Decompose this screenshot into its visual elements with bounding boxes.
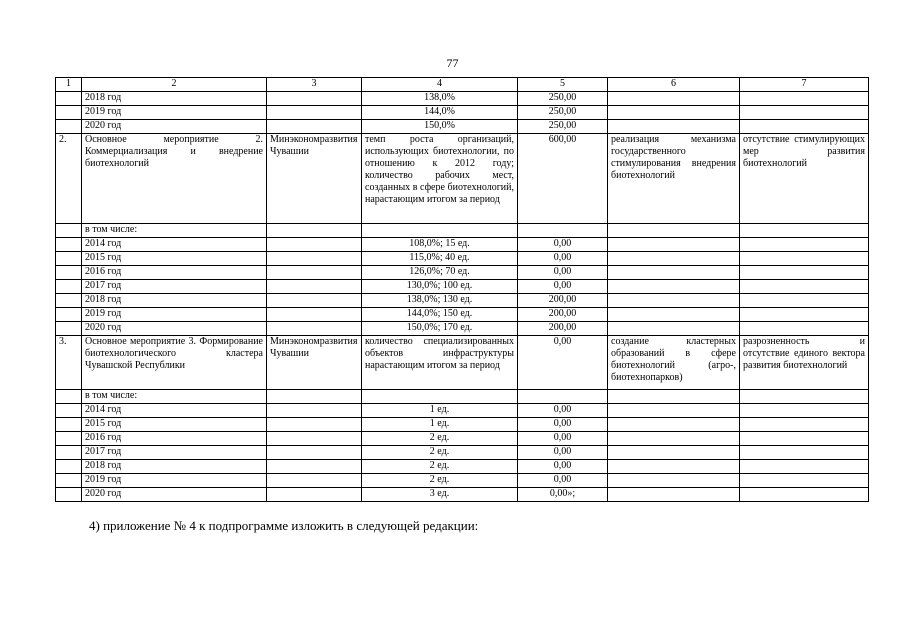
header-cell: 5 <box>518 78 608 92</box>
empty-cell <box>267 488 362 502</box>
empty-cell <box>56 92 82 106</box>
year-value: 0,00 <box>518 446 608 460</box>
empty-cell <box>267 460 362 474</box>
year-row <box>56 446 869 460</box>
year-label: 2018 год <box>82 92 267 106</box>
year-label: 2014 год <box>82 238 267 252</box>
empty-cell <box>608 120 740 134</box>
year-indicator: 150,0%; 170 ед. <box>362 322 518 336</box>
empty-cell <box>56 252 82 266</box>
year-indicator: 130,0%; 100 ед. <box>362 280 518 294</box>
year-label: 2015 год <box>82 418 267 432</box>
year-label: 2017 год <box>82 446 267 460</box>
year-row <box>56 432 869 446</box>
empty-cell <box>608 252 740 266</box>
empty-cell <box>740 474 869 488</box>
measure-number: 2. <box>56 134 82 224</box>
empty-cell <box>362 224 518 238</box>
empty-cell <box>608 106 740 120</box>
empty-cell <box>56 224 82 238</box>
measure-executor: Минэкономразвития Чувашии <box>267 336 362 390</box>
year-row <box>56 460 869 474</box>
empty-cell <box>56 390 82 404</box>
empty-cell <box>740 488 869 502</box>
year-indicator: 1 ед. <box>362 404 518 418</box>
empty-cell <box>740 92 869 106</box>
empty-cell <box>608 418 740 432</box>
empty-cell <box>740 280 869 294</box>
empty-cell <box>56 460 82 474</box>
empty-cell <box>56 446 82 460</box>
year-label: 2017 год <box>82 280 267 294</box>
empty-cell <box>56 432 82 446</box>
empty-cell <box>740 446 869 460</box>
empty-cell <box>267 308 362 322</box>
empty-cell <box>608 322 740 336</box>
empty-cell <box>267 404 362 418</box>
empty-cell <box>740 224 869 238</box>
year-indicator: 144,0% <box>362 106 518 120</box>
measure-risk: разрозненность и отсутствие единого вектора развития биотехнологий <box>740 336 869 390</box>
year-row <box>56 280 869 294</box>
empty-cell <box>608 280 740 294</box>
empty-cell <box>608 488 740 502</box>
empty-cell <box>267 418 362 432</box>
year-label: 2019 год <box>82 106 267 120</box>
empty-cell <box>608 460 740 474</box>
empty-cell <box>267 432 362 446</box>
year-label: 2014 год <box>82 404 267 418</box>
year-value: 200,00 <box>518 294 608 308</box>
header-cell: 2 <box>82 78 267 92</box>
empty-cell <box>608 92 740 106</box>
empty-cell <box>740 460 869 474</box>
empty-cell <box>56 474 82 488</box>
header-cell: 1 <box>56 78 82 92</box>
year-indicator: 115,0%; 40 ед. <box>362 252 518 266</box>
amendment-text: 4) приложение № 4 к подпрограмме изложить в следующей редакции: <box>89 518 479 533</box>
year-value: 200,00 <box>518 322 608 336</box>
empty-cell <box>740 294 869 308</box>
year-indicator: 150,0% <box>362 120 518 134</box>
empty-cell <box>740 266 869 280</box>
measure-name: Основное мероприятие 3. Формирование биотехнологического кластера Чувашской Республики <box>82 336 267 390</box>
year-indicator: 144,0%; 150 ед. <box>362 308 518 322</box>
year-label: 2018 год <box>82 294 267 308</box>
measure-name: Основное мероприятие 2. Коммерциализация и внедрение биотехнологий <box>82 134 267 224</box>
empty-cell <box>56 280 82 294</box>
header-row <box>56 78 869 92</box>
empty-cell <box>608 238 740 252</box>
empty-cell <box>608 294 740 308</box>
measure-indicator: количество специализированных объектов инфраструктуры нарастающим итогом за период <box>362 336 518 390</box>
measure-indicator: темп роста организаций, использующих биотехнологии, по отношению к 2012 году; количество рабочих мест, созданных в сфере биотехнологий, нарастающим итогом за период <box>362 134 518 224</box>
year-row <box>56 488 869 502</box>
year-value: 0,00 <box>518 266 608 280</box>
page-number: 77 <box>446 56 459 70</box>
year-label: 2019 год <box>82 474 267 488</box>
empty-cell <box>608 404 740 418</box>
measure-risk: отсутствие стимулирующих мер развития биотехнологий <box>740 134 869 224</box>
measure-result: реализация механизма государственного стимулирования внедрения биотехнологий <box>608 134 740 224</box>
year-value: 250,00 <box>518 120 608 134</box>
year-value: 0,00 <box>518 460 608 474</box>
year-value: 0,00 <box>518 474 608 488</box>
year-row <box>56 404 869 418</box>
year-value: 0,00»; <box>518 488 608 502</box>
empty-cell <box>56 266 82 280</box>
measure-executor: Минэкономразвития Чувашии <box>267 134 362 224</box>
empty-cell <box>740 106 869 120</box>
year-value: 250,00 <box>518 106 608 120</box>
empty-cell <box>56 404 82 418</box>
measure-number: 3. <box>56 336 82 390</box>
year-label: 2016 год <box>82 432 267 446</box>
year-label: 2020 год <box>82 488 267 502</box>
year-label: 2015 год <box>82 252 267 266</box>
empty-cell <box>608 266 740 280</box>
empty-cell <box>362 390 518 404</box>
empty-cell <box>608 432 740 446</box>
measure-row <box>56 336 869 390</box>
empty-cell <box>267 224 362 238</box>
year-indicator: 126,0%; 70 ед. <box>362 266 518 280</box>
year-row <box>56 92 869 106</box>
year-indicator: 2 ед. <box>362 474 518 488</box>
year-indicator: 138,0%; 130 ед. <box>362 294 518 308</box>
empty-cell <box>267 474 362 488</box>
empty-cell <box>56 308 82 322</box>
year-row <box>56 322 869 336</box>
empty-cell <box>740 418 869 432</box>
year-value: 0,00 <box>518 404 608 418</box>
empty-cell <box>518 224 608 238</box>
empty-cell <box>740 252 869 266</box>
year-indicator: 2 ед. <box>362 446 518 460</box>
year-row <box>56 474 869 488</box>
empty-cell <box>267 120 362 134</box>
empty-cell <box>608 474 740 488</box>
year-indicator: 108,0%; 15 ед. <box>362 238 518 252</box>
year-value: 0,00 <box>518 238 608 252</box>
empty-cell <box>56 106 82 120</box>
year-label: 2016 год <box>82 266 267 280</box>
empty-cell <box>740 308 869 322</box>
empty-cell <box>740 238 869 252</box>
year-row <box>56 120 869 134</box>
empty-cell <box>267 280 362 294</box>
empty-cell <box>740 322 869 336</box>
empty-cell <box>267 446 362 460</box>
table-body <box>56 78 869 502</box>
empty-cell <box>267 92 362 106</box>
empty-cell <box>608 224 740 238</box>
empty-cell <box>56 488 82 502</box>
year-value: 0,00 <box>518 252 608 266</box>
empty-cell <box>56 418 82 432</box>
header-cell: 6 <box>608 78 740 92</box>
measure-value: 0,00 <box>518 336 608 390</box>
year-indicator: 138,0% <box>362 92 518 106</box>
empty-cell <box>56 238 82 252</box>
empty-cell <box>740 120 869 134</box>
year-value: 0,00 <box>518 280 608 294</box>
empty-cell <box>267 106 362 120</box>
empty-cell <box>56 322 82 336</box>
year-indicator: 2 ед. <box>362 432 518 446</box>
year-indicator: 3 ед. <box>362 488 518 502</box>
year-label: 2020 год <box>82 120 267 134</box>
measure-row <box>56 134 869 224</box>
year-row <box>56 294 869 308</box>
empty-cell <box>267 238 362 252</box>
empty-cell <box>608 390 740 404</box>
measure-result: создание кластерных образований в сфере биотехнологий (агро-, биотехнопарков) <box>608 336 740 390</box>
year-value: 200,00 <box>518 308 608 322</box>
year-label: 2018 год <box>82 460 267 474</box>
empty-cell <box>56 294 82 308</box>
measure-value: 600,00 <box>518 134 608 224</box>
year-row <box>56 308 869 322</box>
header-cell: 7 <box>740 78 869 92</box>
year-value: 0,00 <box>518 418 608 432</box>
year-row <box>56 252 869 266</box>
empty-cell <box>518 390 608 404</box>
year-value: 0,00 <box>518 432 608 446</box>
empty-cell <box>740 404 869 418</box>
empty-cell <box>56 120 82 134</box>
year-label: 2019 год <box>82 308 267 322</box>
empty-cell <box>740 390 869 404</box>
year-row <box>56 106 869 120</box>
header-cell: 3 <box>267 78 362 92</box>
measures-table <box>55 77 869 502</box>
empty-cell <box>267 252 362 266</box>
subheading-label: в том числе: <box>82 390 267 404</box>
empty-cell <box>267 294 362 308</box>
year-indicator: 2 ед. <box>362 460 518 474</box>
year-indicator: 1 ед. <box>362 418 518 432</box>
subheading-label: в том числе: <box>82 224 267 238</box>
header-cell: 4 <box>362 78 518 92</box>
empty-cell <box>267 322 362 336</box>
empty-cell <box>608 446 740 460</box>
year-row <box>56 418 869 432</box>
year-row <box>56 266 869 280</box>
empty-cell <box>267 266 362 280</box>
empty-cell <box>267 390 362 404</box>
subheading-row <box>56 390 869 404</box>
empty-cell <box>608 308 740 322</box>
year-value: 250,00 <box>518 92 608 106</box>
subheading-row <box>56 224 869 238</box>
year-label: 2020 год <box>82 322 267 336</box>
year-row <box>56 238 869 252</box>
empty-cell <box>740 432 869 446</box>
